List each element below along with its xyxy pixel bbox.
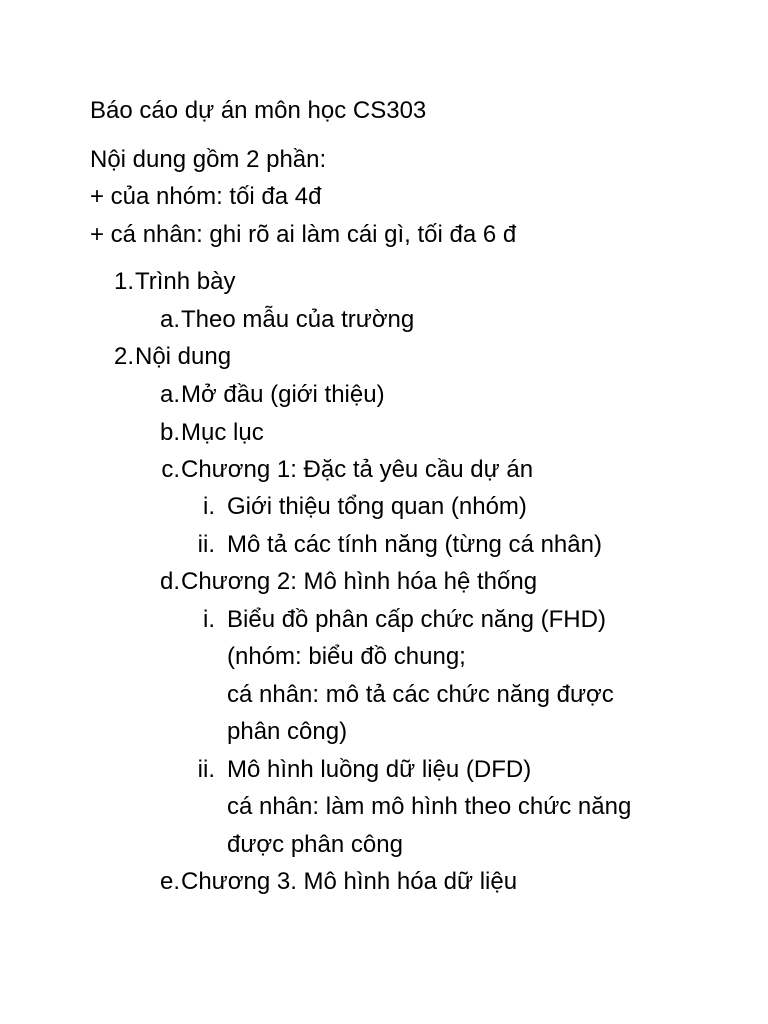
document-title: Báo cáo dự án môn học CS303 — [90, 97, 427, 124]
list-marker: b. — [159, 419, 180, 446]
intro-line: Nội dung gồm 2 phần: — [90, 146, 327, 173]
list-item: Trình bày — [135, 268, 236, 295]
list-item-line: được phân công — [227, 831, 403, 858]
list-item: Mục lục — [181, 419, 264, 446]
list-item-line: cá nhân: mô tả các chức năng được — [227, 681, 614, 708]
list-marker: a. — [159, 381, 180, 408]
list-marker: e. — [159, 868, 180, 895]
list-marker: d. — [159, 568, 180, 595]
list-marker: ii. — [197, 756, 215, 783]
list-item: Theo mẫu của trường — [181, 306, 415, 333]
list-item: Mở đầu (giới thiệu) — [181, 381, 385, 408]
list-item: Nội dung — [135, 343, 232, 370]
list-marker: 2. — [113, 343, 134, 370]
list-item: Chương 1: Đặc tả yêu cầu dự án — [181, 456, 534, 483]
list-marker: ii. — [197, 531, 215, 558]
list-item-line: Mô hình luồng dữ liệu (DFD) — [227, 756, 532, 783]
list-marker: a. — [159, 306, 180, 333]
intro-line: + của nhóm: tối đa 4đ — [90, 183, 322, 210]
list-item-line: Biểu đồ phân cấp chức năng (FHD) — [227, 606, 606, 633]
list-item-line: phân công) — [227, 718, 348, 745]
list-item: Giới thiệu tổng quan (nhóm) — [227, 493, 527, 520]
list-marker: c. — [161, 456, 180, 483]
list-marker: 1. — [113, 268, 134, 295]
list-item: Mô tả các tính năng (từng cá nhân) — [227, 531, 602, 558]
intro-line: + cá nhân: ghi rõ ai làm cái gì, tối đa 6 đ — [90, 221, 517, 248]
list-item-line: cá nhân: làm mô hình theo chức năng — [227, 793, 632, 820]
list-marker: i. — [203, 606, 215, 633]
list-item: Chương 2: Mô hình hóa hệ thống — [181, 568, 538, 595]
list-item: Chương 3. Mô hình hóa dữ liệu — [181, 868, 518, 895]
list-marker: i. — [203, 493, 215, 520]
list-item-line: (nhóm: biểu đồ chung; — [227, 643, 466, 670]
